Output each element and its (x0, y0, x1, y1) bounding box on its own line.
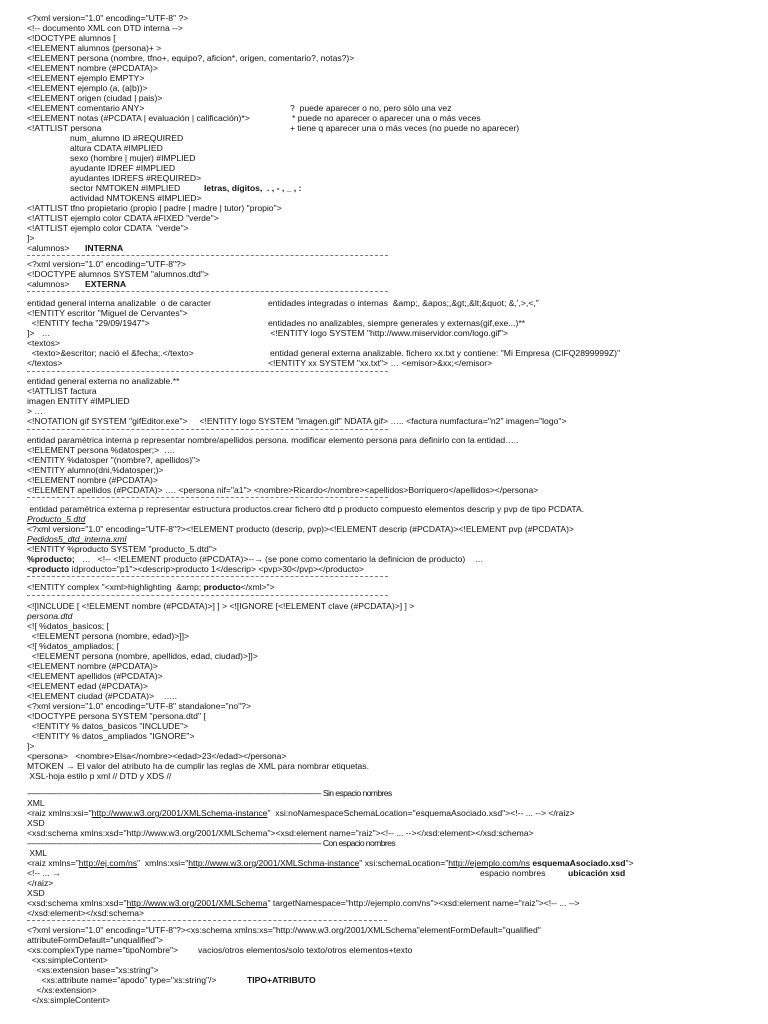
text-line (27, 582, 275, 592)
text-line: <persona> <nombre>Elsa</nombre><edad>23</edad></persona> (27, 751, 287, 761)
annotation-espacio-nombres: espacio nombres (480, 868, 546, 878)
text-line: <!ELEMENT apellidos (#PCDATA)> (27, 671, 163, 681)
text-line: <texto>&escritor; nació el &fecha;.</texto> (27, 348, 194, 358)
text-line: <!ELEMENT nombre (#PCDATA)> (27, 661, 158, 671)
text-line (27, 898, 580, 908)
text-line: entidad paramétrica interna p representar nombre/apellidos persona. modificar elemento persona para definirlo con la entidad….. (27, 435, 519, 445)
divider (27, 371, 388, 372)
text-line: <alumnos> (27, 243, 70, 253)
divider (27, 429, 388, 430)
text-line: <!ELEMENT comentario ANY> (27, 103, 145, 113)
text-span: "> (625, 858, 634, 868)
link[interactable]: http://www.w3.org/2001/XMLSchema (126, 898, 268, 908)
text-line: <?xml version="1.0" encoding="UTF-8" standalone="no"?> (27, 701, 251, 711)
annotation-tipo-atributo: TIPO+ATRIBUTO (247, 975, 316, 985)
separator-sin-espacio: ---------------------------------------------------------------------------------------------------------------------------------- Sin espacio nombres (27, 788, 392, 798)
text-line: <!ENTITY % datos_ampliados "IGNORE"> (27, 731, 195, 741)
divider (27, 576, 388, 577)
text-line: <xs:extension base="xs:string"> (27, 965, 159, 975)
text-line: <!ATTLIST tfno propietario (propio | padre | madre | tutor) "propio"> (27, 203, 282, 213)
text-line: <?xml version="1.0" encoding="UTF-8"?> (27, 259, 186, 269)
bold-word: esquemaAsociado.xsd (529, 858, 626, 868)
text-line: <!ELEMENT nombre (#PCDATA)> (27, 63, 158, 73)
text-line: <!-- ... → (27, 868, 61, 878)
divider (27, 255, 388, 256)
text-line (27, 564, 364, 574)
text-span: <xsd:schema xmlns:xsd=" (27, 898, 127, 908)
note-optional: ? puede aparecer o no, pero sólo una vez (290, 103, 452, 113)
text-span: idproducto="p1"><descrip>producto 1</descrip> <pvp>30</pvp></producto> (69, 564, 364, 574)
text-line: <alumnos> (27, 279, 70, 289)
text-line: <!ELEMENT ciudad (#PCDATA)> ….. (27, 691, 177, 701)
text-line: <!ATTLIST persona (27, 123, 102, 133)
text-span: " xsi:noNamespaceSchemaLocation="esquemaAsociado.xsd"><!-- ... --> </raiz> (267, 808, 575, 818)
text-line: entidad general interna analizable o de caracter (27, 298, 211, 308)
text-line: <!ENTITY xx SYSTEM "xx.txt"> … <emisor>&xx;</emisor> (268, 358, 493, 368)
text-line: ]> (27, 741, 35, 751)
text-span: " xsi:schemaLocation=" (359, 858, 449, 868)
text-line: <![ %datos_ampliados; [ (27, 641, 119, 651)
text-line: XML (27, 848, 48, 858)
label-interna: INTERNA (85, 243, 124, 253)
text-line: altura CDATA #IMPLIED (70, 143, 163, 153)
text-line: <!-- documento XML con DTD interna --> (27, 23, 183, 33)
text-line: <?xml version="1.0" encoding="UTF-8" ?> (27, 13, 189, 23)
text-line: XSD (27, 818, 45, 828)
text-line: imagen ENTITY #IMPLIED (27, 396, 130, 406)
bold-word: <producto (27, 564, 70, 574)
text-line: <!DOCTYPE alumnos SYSTEM "alumnos.dtd"> (27, 269, 209, 279)
divider (27, 291, 388, 292)
text-line: </raiz> (27, 878, 54, 888)
text-line (27, 858, 634, 868)
text-line: XSL-hoja estilo p xml // DTD y XDS // (27, 771, 172, 781)
text-line: <!ELEMENT apellidos (#PCDATA)> …. <persona nif="a1"> <nombre>Ricardo</nombre><apellidos>Borriquero</apellidos></persona> (27, 485, 539, 495)
text-line: <!ELEMENT persona %datosper;> …. (27, 445, 175, 455)
text-line: sector NMTOKEN #IMPLIED (70, 183, 181, 193)
text-line: <!ELEMENT nombre (#PCDATA)> (27, 475, 158, 485)
text-line: <!ELEMENT edad (#PCDATA)> (27, 681, 148, 691)
text-span: </xml>"> (240, 582, 275, 592)
bold-word: %producto; (27, 554, 75, 564)
separator-con-espacio: ---------------------------------------------------------------------------------------------------------------------------------- Con espacio nombres (27, 838, 396, 848)
text-line: MTOKEN → El valor del atributo ha de cumplir las reglas de XML para nombrar etiquetas. (27, 761, 369, 771)
text-line: > … (27, 406, 43, 416)
text-line: </xsd:element></xsd:schema> (27, 908, 145, 918)
annotation-content-types: vacios/otros elementos/solo texto/otros elementos+texto (198, 945, 413, 955)
text-line: <!ENTITY alumno(dni,%datosper;)> (27, 465, 164, 475)
text-line: entidades integradas o internas &amp;, &apos;,&gt;,&lt;&quot; &,',>,<," (268, 298, 539, 308)
text-line: </xs:extension> (27, 985, 97, 995)
note-zero-or-more: * puede no aparecer o aparecer una o más veces (292, 113, 481, 123)
link[interactable]: http://www.w3.org/2001/XMLSchema-instance (91, 808, 268, 818)
text-line: entidad paramétrica externa p representar estructura productos.crear fichero dtd p producto compuesto elementos descrip y pvp de tipo PCDATA. (27, 504, 585, 514)
text-line: <xs:complexType name="tipoNombre"> (27, 945, 179, 955)
file-name: Producto_5.dtd (27, 514, 86, 524)
text-line: <!ATTLIST ejemplo color CDATA "verde"> (27, 223, 189, 233)
text-line: <!ENTITY logo SYSTEM "http://www.miservidor.com/logo.gif"> (268, 328, 508, 338)
text-line: <xs:attribute name="apodo" type="xs:string"/> (27, 975, 217, 985)
text-line: <!NOTATION gif SYSTEM "gifEditor.exe"> <!ENTITY logo SYSTEM "imagen.gif" NDATA gif> ….. <factura numfactura="n2" imagen="logo"> (27, 416, 567, 426)
text-span: " xmlns:xsi=" (137, 858, 189, 868)
text-line: </textos> (27, 358, 63, 368)
text-line: ayudantes IDREFS #REQUIRED> (70, 173, 202, 183)
link[interactable]: http://ejemplo.com/ns (448, 858, 530, 868)
file-name: persona.dtd (27, 611, 73, 621)
text-line (27, 808, 575, 818)
link[interactable]: http://ej.com/ns (78, 858, 138, 868)
text-line: <!ELEMENT persona (nombre, edad)>]]> (27, 631, 190, 641)
text-line: entidades no analizables, siempre generales y externas(gif,exe...)** (268, 318, 526, 328)
text-line: <?xml version="1.0" encoding="UTF-8"?><xs:schema xmlns:xs="http://www.w3.org/2001/XMLSchema"elementFormDefault="qualified" (27, 925, 541, 935)
text-span: … <!-- <!ELEMENT producto (#PCDATA)>--→ (se pone como comentario la definicion de producto) … (74, 554, 484, 564)
bold-word: producto (203, 582, 241, 592)
text-line: <!DOCTYPE alumnos [ (27, 33, 116, 43)
text-line: <textos> (27, 338, 60, 348)
text-line: <?xml version="1.0" encoding="UTF-8"?><!ELEMENT producto (descrip, pvp)><!ELEMENT descrip (#PCDATA)><!ELEMENT pvp (#PCDATA)> (27, 524, 574, 534)
text-line: <!ELEMENT alumnos (persona)+ > (27, 43, 162, 53)
text-line: XSD (27, 888, 45, 898)
link[interactable]: http://www.w3.org/2001/XMLSchma-instance (188, 858, 360, 868)
nmtoken-note: letras, dígitos, . , - , _ , : (204, 183, 302, 193)
text-line: <!ENTITY escritor "Miguel de Cervantes"> (27, 308, 188, 318)
text-line: sexo (hombre | mujer) #IMPLIED (70, 153, 196, 163)
text-line: <![INCLUDE [ <!ELEMENT nombre (#PCDATA)>] ] > <![IGNORE [<!ELEMENT clave (#PCDATA)>] ] > (27, 601, 415, 611)
file-name: Pedidos5_dtd_interna.xml (27, 534, 127, 544)
text-line: actividad NMTOKENS #IMPLIED> (70, 193, 202, 203)
text-span: <raiz xmlns=" (27, 858, 79, 868)
text-line: <!ATTLIST ejemplo color CDATA #FIXED "verde"> (27, 213, 219, 223)
label-externa: EXTERNA (85, 279, 127, 289)
text-line: <!DOCTYPE persona SYSTEM "persona.dtd" [ (27, 711, 206, 721)
text-line: <!ENTITY fecha "29/09/1947"> (27, 318, 150, 328)
text-span: <raiz xmlns:xsi=" (27, 808, 92, 818)
divider (27, 595, 388, 596)
text-line: ayudante IDREF #IMPLIED (70, 163, 176, 173)
note-one-or-more: + tiene q aparecer una o más veces (no puede no aparecer) (290, 123, 520, 133)
text-line: <xsd:schema xmlns:xsd="http://www.w3.org/2001/XMLSchema"><xsd:element name="raiz"><!-- ... --></xsd:element></xsd:schema> (27, 828, 534, 838)
text-line: <xs:simpleContent> (27, 955, 108, 965)
text-line: </xs:simpleContent> (27, 995, 111, 1005)
text-span: " targetNamespace="http://ejemplo.com/ns"><xsd:element name="raiz"><!-- ... --> (267, 898, 580, 908)
text-line: entidad general externa no analizable.** (27, 376, 180, 386)
divider (27, 920, 387, 921)
text-line: <!ENTITY % datos_basicos "INCLUDE"> (27, 721, 189, 731)
text-line: <!ELEMENT ejemplo (a, (a|b))> (27, 83, 148, 93)
annotation-ubicacion-xsd: ubicación xsd (568, 868, 626, 878)
text-line: <!ELEMENT persona (nombre, tfno+, equipo?, aficion*, origen, comentario?, notas?)> (27, 53, 355, 63)
text-line: <!ELEMENT ejemplo EMPTY> (27, 73, 145, 83)
text-line: <!ELEMENT origen (ciudad | pais)> (27, 93, 163, 103)
text-line: num_alumno ID #REQUIRED (70, 133, 184, 143)
text-span: <!ENTITY complex "<xml>highlighting &amp; (27, 582, 204, 592)
text-line: XML (27, 798, 45, 808)
text-line: <!ELEMENT persona (nombre, apellidos, edad, ciudad)>]]> (27, 651, 258, 661)
text-line: <!ELEMENT notas (#PCDATA | evaluación | calificación)*> (27, 113, 250, 123)
text-line: attributeFormDefault="unqualified"> (27, 935, 164, 945)
text-line: <!ENTITY %producto SYSTEM "producto_5.dtd"> (27, 544, 217, 554)
text-line: <!ENTITY %datosper "(nombre?, apellidos)"> (27, 455, 201, 465)
divider (27, 497, 388, 498)
text-line (27, 554, 483, 564)
text-line: entidad general externa analizable. fichero xx.txt y contiene: "Mi Empresa (CIFQ2899999Z)" (270, 348, 621, 358)
text-line: <![ %datos_basicos; [ (27, 621, 109, 631)
text-line: ]> … (27, 328, 51, 338)
text-line: <!ATTLIST factura (27, 386, 97, 396)
text-line: ]> (27, 233, 35, 243)
